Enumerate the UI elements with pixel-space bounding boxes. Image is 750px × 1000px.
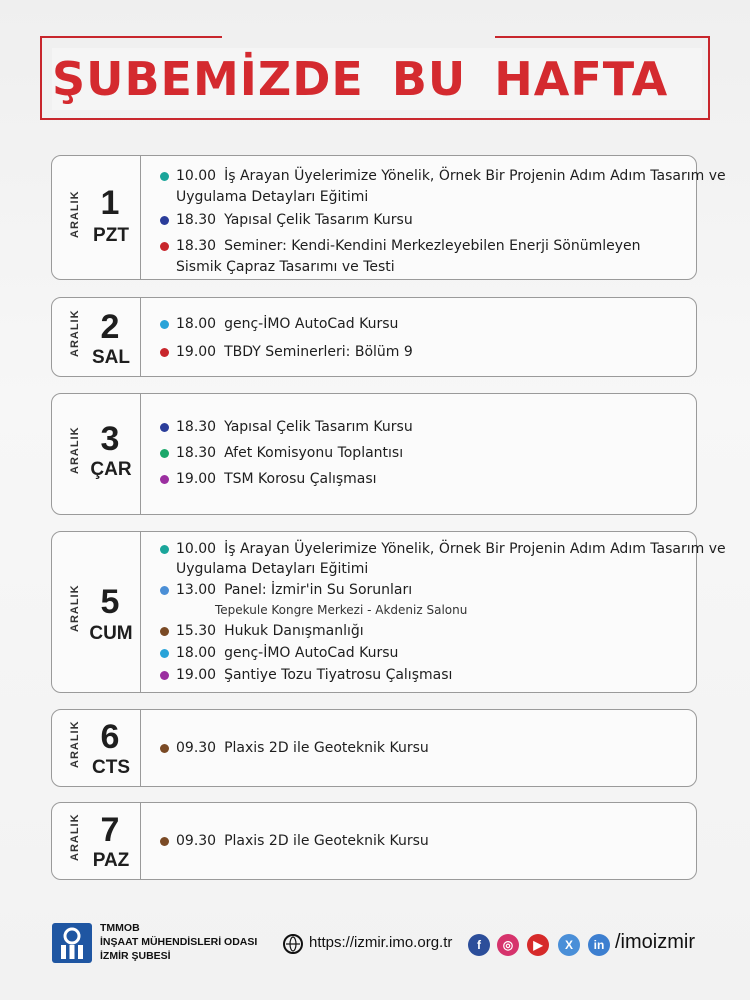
event-time: 18.30 — [176, 238, 217, 254]
month-label: ARALIK — [69, 189, 81, 238]
event-time: 15.30 — [176, 623, 217, 639]
event-title-cont: Sismik Çapraz Tasarımı ve Testi — [176, 259, 395, 275]
footer — [0, 915, 750, 975]
event-title-cont: Uygulama Detayları Eğitimi — [176, 561, 369, 577]
event-dot-icon — [160, 348, 169, 357]
month-label: ARALIK — [69, 309, 81, 357]
event-time: 10.00 — [176, 541, 217, 557]
day-card-1 — [51, 155, 726, 280]
day-number: 7 — [100, 811, 120, 849]
day-name: ÇAR — [90, 459, 132, 480]
event-location: Tepekule Kongre Merkezi - Akdeniz Salonu — [215, 603, 468, 617]
day-label-7 — [52, 803, 141, 879]
event-title-cont: Uygulama Detayları Eğitimi — [176, 189, 369, 205]
event-time: 18.00 — [176, 645, 217, 661]
event-title: genç-İMO AutoCad Kursu — [224, 645, 399, 661]
day-card-2 — [51, 297, 697, 377]
event-dot-icon — [160, 545, 169, 554]
day-label-1 — [52, 156, 141, 279]
event-time: 18.00 — [176, 316, 217, 332]
event-title: Yapısal Çelik Tasarım Kursu — [224, 419, 413, 435]
day-name: PAZ — [92, 850, 130, 871]
day-name: PZT — [93, 225, 129, 246]
month-label: ARALIK — [69, 584, 81, 632]
event-dot-icon — [160, 449, 169, 458]
event-dot-icon — [160, 586, 169, 595]
day-label-6 — [52, 710, 141, 786]
event-title: Yapısal Çelik Tasarım Kursu — [224, 212, 413, 228]
page-title — [52, 48, 702, 110]
event-dot-icon — [160, 423, 169, 432]
org-name — [100, 921, 257, 963]
day-label-3 — [52, 394, 141, 514]
event-title: genç-İMO AutoCad Kursu — [224, 316, 399, 332]
event-title: Plaxis 2D ile Geoteknik Kursu — [224, 740, 429, 756]
org-line-2: İNŞAAT MÜHENDİSLERİ ODASI — [100, 936, 258, 948]
event-title: TBDY Seminerleri: Bölüm 9 — [224, 344, 413, 360]
youtube-icon[interactable]: ▶ — [527, 934, 549, 956]
event-time: 13.00 — [176, 582, 217, 598]
social-handle[interactable]: /imoizmir — [615, 931, 695, 953]
event-dot-icon — [160, 627, 169, 636]
day-label-5 — [52, 532, 141, 692]
month-label: ARALIK — [69, 813, 81, 861]
event-title: TSM Korosu Çalışması — [224, 471, 377, 487]
imo-logo-icon — [52, 923, 92, 963]
event-time: 19.00 — [176, 471, 217, 487]
event-dot-icon — [160, 837, 169, 846]
facebook-icon[interactable]: f — [468, 934, 490, 956]
day-card-6 — [51, 709, 697, 787]
org-line-3: İZMİR ŞUBESİ — [100, 950, 171, 962]
event-title: Hukuk Danışmanlığı — [224, 623, 364, 639]
day-label-2 — [52, 298, 141, 376]
title-word-1: ŞUBEMİZDE — [52, 52, 364, 106]
event-dot-icon — [160, 320, 169, 329]
day-number: 6 — [100, 718, 120, 756]
event-title: Seminer: Kendi-Kendini Merkezleyebilen Enerji Sönümleyen — [224, 238, 641, 254]
day-card-7 — [51, 802, 697, 880]
title-word-2: BU — [391, 52, 467, 106]
event-title: Şantiye Tozu Tiyatrosu Çalışması — [224, 667, 453, 683]
globe-icon — [283, 934, 303, 954]
event-dot-icon — [160, 475, 169, 484]
linkedin-icon[interactable]: in — [588, 934, 610, 956]
event-title: Afet Komisyonu Toplantısı — [224, 445, 404, 461]
event-time: 09.30 — [176, 833, 217, 849]
event-dot-icon — [160, 242, 169, 251]
event-title: Plaxis 2D ile Geoteknik Kursu — [224, 833, 429, 849]
month-label: ARALIK — [69, 426, 81, 474]
event-time: 19.00 — [176, 344, 217, 360]
event-dot-icon — [160, 649, 169, 658]
event-dot-icon — [160, 172, 169, 181]
day-name: SAL — [92, 347, 130, 368]
day-number: 1 — [100, 184, 120, 222]
event-title: Panel: İzmir'in Su Sorunları — [224, 582, 413, 598]
day-name: CUM — [89, 623, 133, 644]
event-time: 10.00 — [176, 168, 217, 184]
event-dot-icon — [160, 671, 169, 680]
event-time: 18.30 — [176, 212, 217, 228]
title-word-3: HAFTA — [494, 52, 669, 106]
website-link[interactable]: https://izmir.imo.org.tr — [309, 934, 453, 951]
event-time: 18.30 — [176, 445, 217, 461]
event-time: 19.00 — [176, 667, 217, 683]
month-label: ARALIK — [69, 720, 81, 768]
day-name: CTS — [92, 757, 130, 778]
event-time: 09.30 — [176, 740, 217, 756]
day-number: 2 — [100, 308, 120, 346]
event-title: İş Arayan Üyelerimize Yönelik, Örnek Bir Projenin Adım Adım Tasarım ve — [224, 168, 726, 184]
x-icon[interactable]: X — [558, 934, 580, 956]
org-line-1: TMMOB — [100, 922, 140, 934]
title-frame-top-right — [495, 36, 708, 38]
event-time: 18.30 — [176, 419, 217, 435]
instagram-icon[interactable]: ◎ — [497, 934, 519, 956]
day-card-5 — [51, 531, 726, 693]
event-dot-icon — [160, 216, 169, 225]
day-card-3 — [51, 393, 697, 515]
day-number: 3 — [100, 420, 120, 458]
event-title: İş Arayan Üyelerimize Yönelik, Örnek Bir Projenin Adım Adım Tasarım ve — [224, 541, 726, 557]
event-dot-icon — [160, 744, 169, 753]
day-number: 5 — [100, 583, 120, 621]
